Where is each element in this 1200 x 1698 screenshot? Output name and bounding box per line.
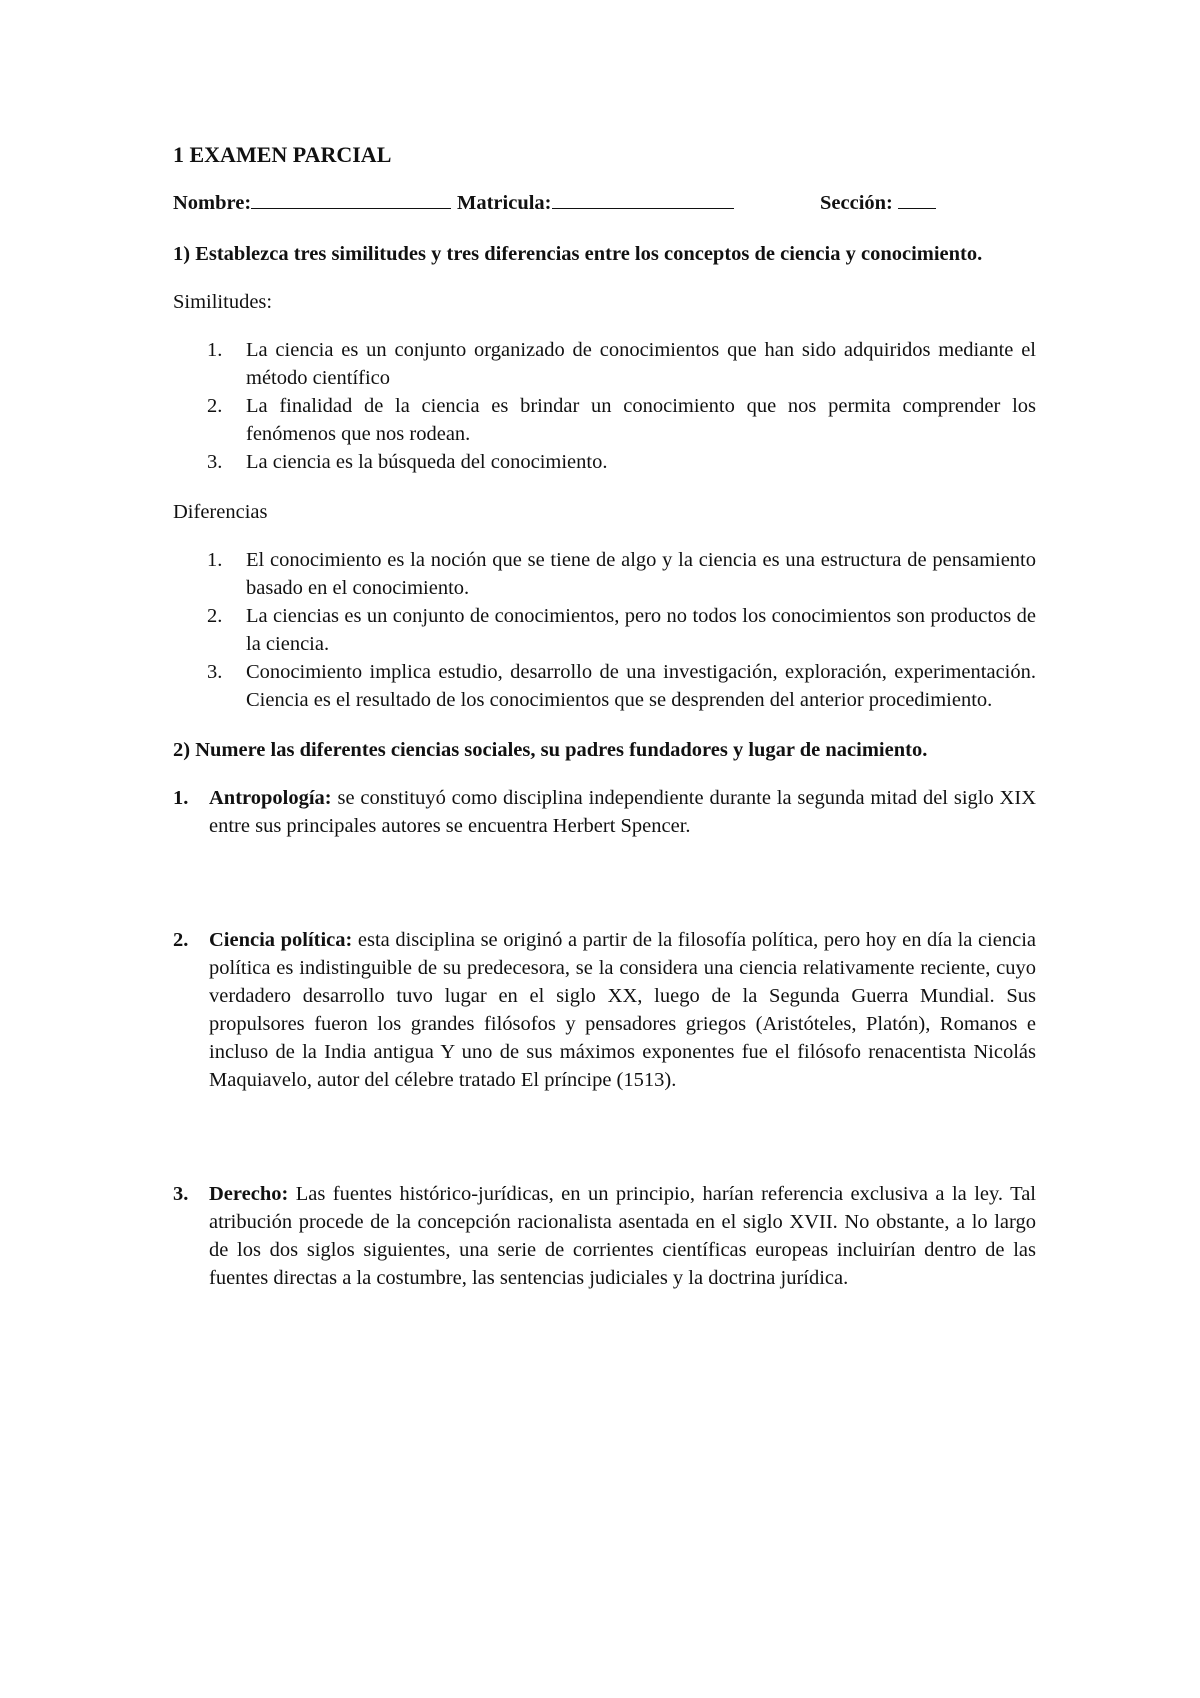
- list-item: [173, 392, 1036, 448]
- list-item-number: 3.: [173, 1183, 189, 1205]
- similitudes-heading: Similitudes:: [173, 291, 273, 313]
- list-item: [173, 546, 1036, 602]
- exam-document: [173, 140, 1036, 1292]
- student-info-row: [173, 188, 1036, 216]
- list-item-text: se constituyó como disciplina independiente durante la segunda mitad del siglo XIX entre sus principales autores se encuentra Herbert Spencer.: [209, 787, 1036, 837]
- list-item-term: Ciencia política:: [209, 929, 353, 951]
- question-2: 2) Numere las diferentes ciencias sociales, su padres fundadores y lugar de nacimiento.: [173, 739, 928, 761]
- list-item-number: 1.: [207, 339, 223, 361]
- question-1: 1) Establezca tres similitudes y tres diferencias entre los conceptos de ciencia y conocimiento.: [173, 243, 983, 265]
- list-item: [173, 336, 1036, 392]
- list-item-number: 3.: [207, 451, 223, 473]
- seccion-label: Sección:: [820, 192, 893, 214]
- list-item-number: 2.: [207, 395, 223, 417]
- matricula-blank: [552, 188, 734, 209]
- list-item: [173, 448, 1036, 476]
- matricula-label: Matricula:: [457, 192, 552, 214]
- list-item-number: 2.: [207, 605, 223, 627]
- list-item: [173, 784, 1036, 840]
- list-item-text: esta disciplina se originó a partir de la filosofía política, pero hoy en día la ciencia política es indistinguible de su predecesora, se la considera una ciencia relativamente reciente, cuyo verdadero desarrollo tuvo lugar en el siglo XX, luego de la Segunda Guerra Mundial. Sus propulsores fueron los grandes filósofos y pensadores griegos (Aristóteles, Platón), Romanos e incluso de la India antigua Y uno de sus máximos exponentes fue el filósofo renacentista Nicolás Maquiavelo, autor del célebre tratado El príncipe (1513).: [209, 929, 1036, 1091]
- matricula-field: [457, 188, 734, 217]
- list-item-number: 1.: [207, 549, 223, 571]
- list-item-text: Conocimiento implica estudio, desarrollo de una investigación, exploración, experimentación. Ciencia es el resultado de los conocimientos que se desprenden del anterior procedimiento.: [246, 661, 1036, 711]
- social-sciences-list: [173, 784, 1036, 1292]
- list-item-term: Antropología:: [209, 787, 332, 809]
- similitudes-list: [173, 336, 1036, 476]
- list-item-number: 1.: [173, 787, 189, 809]
- list-item-text: La ciencia es un conjunto organizado de conocimientos que han sido adquiridos mediante el método científico: [246, 339, 1036, 389]
- list-item-text: La ciencia es la búsqueda del conocimiento.: [246, 451, 608, 473]
- list-item: [173, 926, 1036, 1094]
- list-item-term: Derecho:: [209, 1183, 289, 1205]
- diferencias-list: [173, 546, 1036, 714]
- list-item-text: La finalidad de la ciencia es brindar un conocimiento que nos permita comprender los fenómenos que nos rodean.: [246, 395, 1036, 445]
- list-item-number: 3.: [207, 661, 223, 683]
- list-item: [173, 1180, 1036, 1292]
- page-title: 1 EXAMEN PARCIAL: [173, 142, 392, 167]
- nombre-blank: [251, 188, 451, 209]
- list-item-number: 2.: [173, 929, 189, 951]
- diferencias-heading: Diferencias: [173, 501, 268, 523]
- list-item-text: Las fuentes histórico-jurídicas, en un principio, harían referencia exclusiva a la ley. Tal atribución procede de la concepción racionalista asentada en el siglo XVII. No obstante, a lo largo de los dos siglos siguientes, una serie de corrientes científicas europeas incluirían dentro de las fuentes directas a la costumbre, las sentencias judiciales y la doctrina jurídica.: [209, 1183, 1036, 1289]
- list-item-text: La ciencias es un conjunto de conocimientos, pero no todos los conocimientos son productos de la ciencia.: [246, 605, 1036, 655]
- nombre-field: [173, 188, 451, 217]
- nombre-label: Nombre:: [173, 192, 252, 214]
- list-item-text: El conocimiento es la noción que se tiene de algo y la ciencia es una estructura de pensamiento basado en el conocimiento.: [246, 549, 1036, 599]
- seccion-blank: [898, 188, 936, 209]
- list-item: [173, 658, 1036, 714]
- list-item: [173, 602, 1036, 658]
- seccion-field: [820, 188, 936, 217]
